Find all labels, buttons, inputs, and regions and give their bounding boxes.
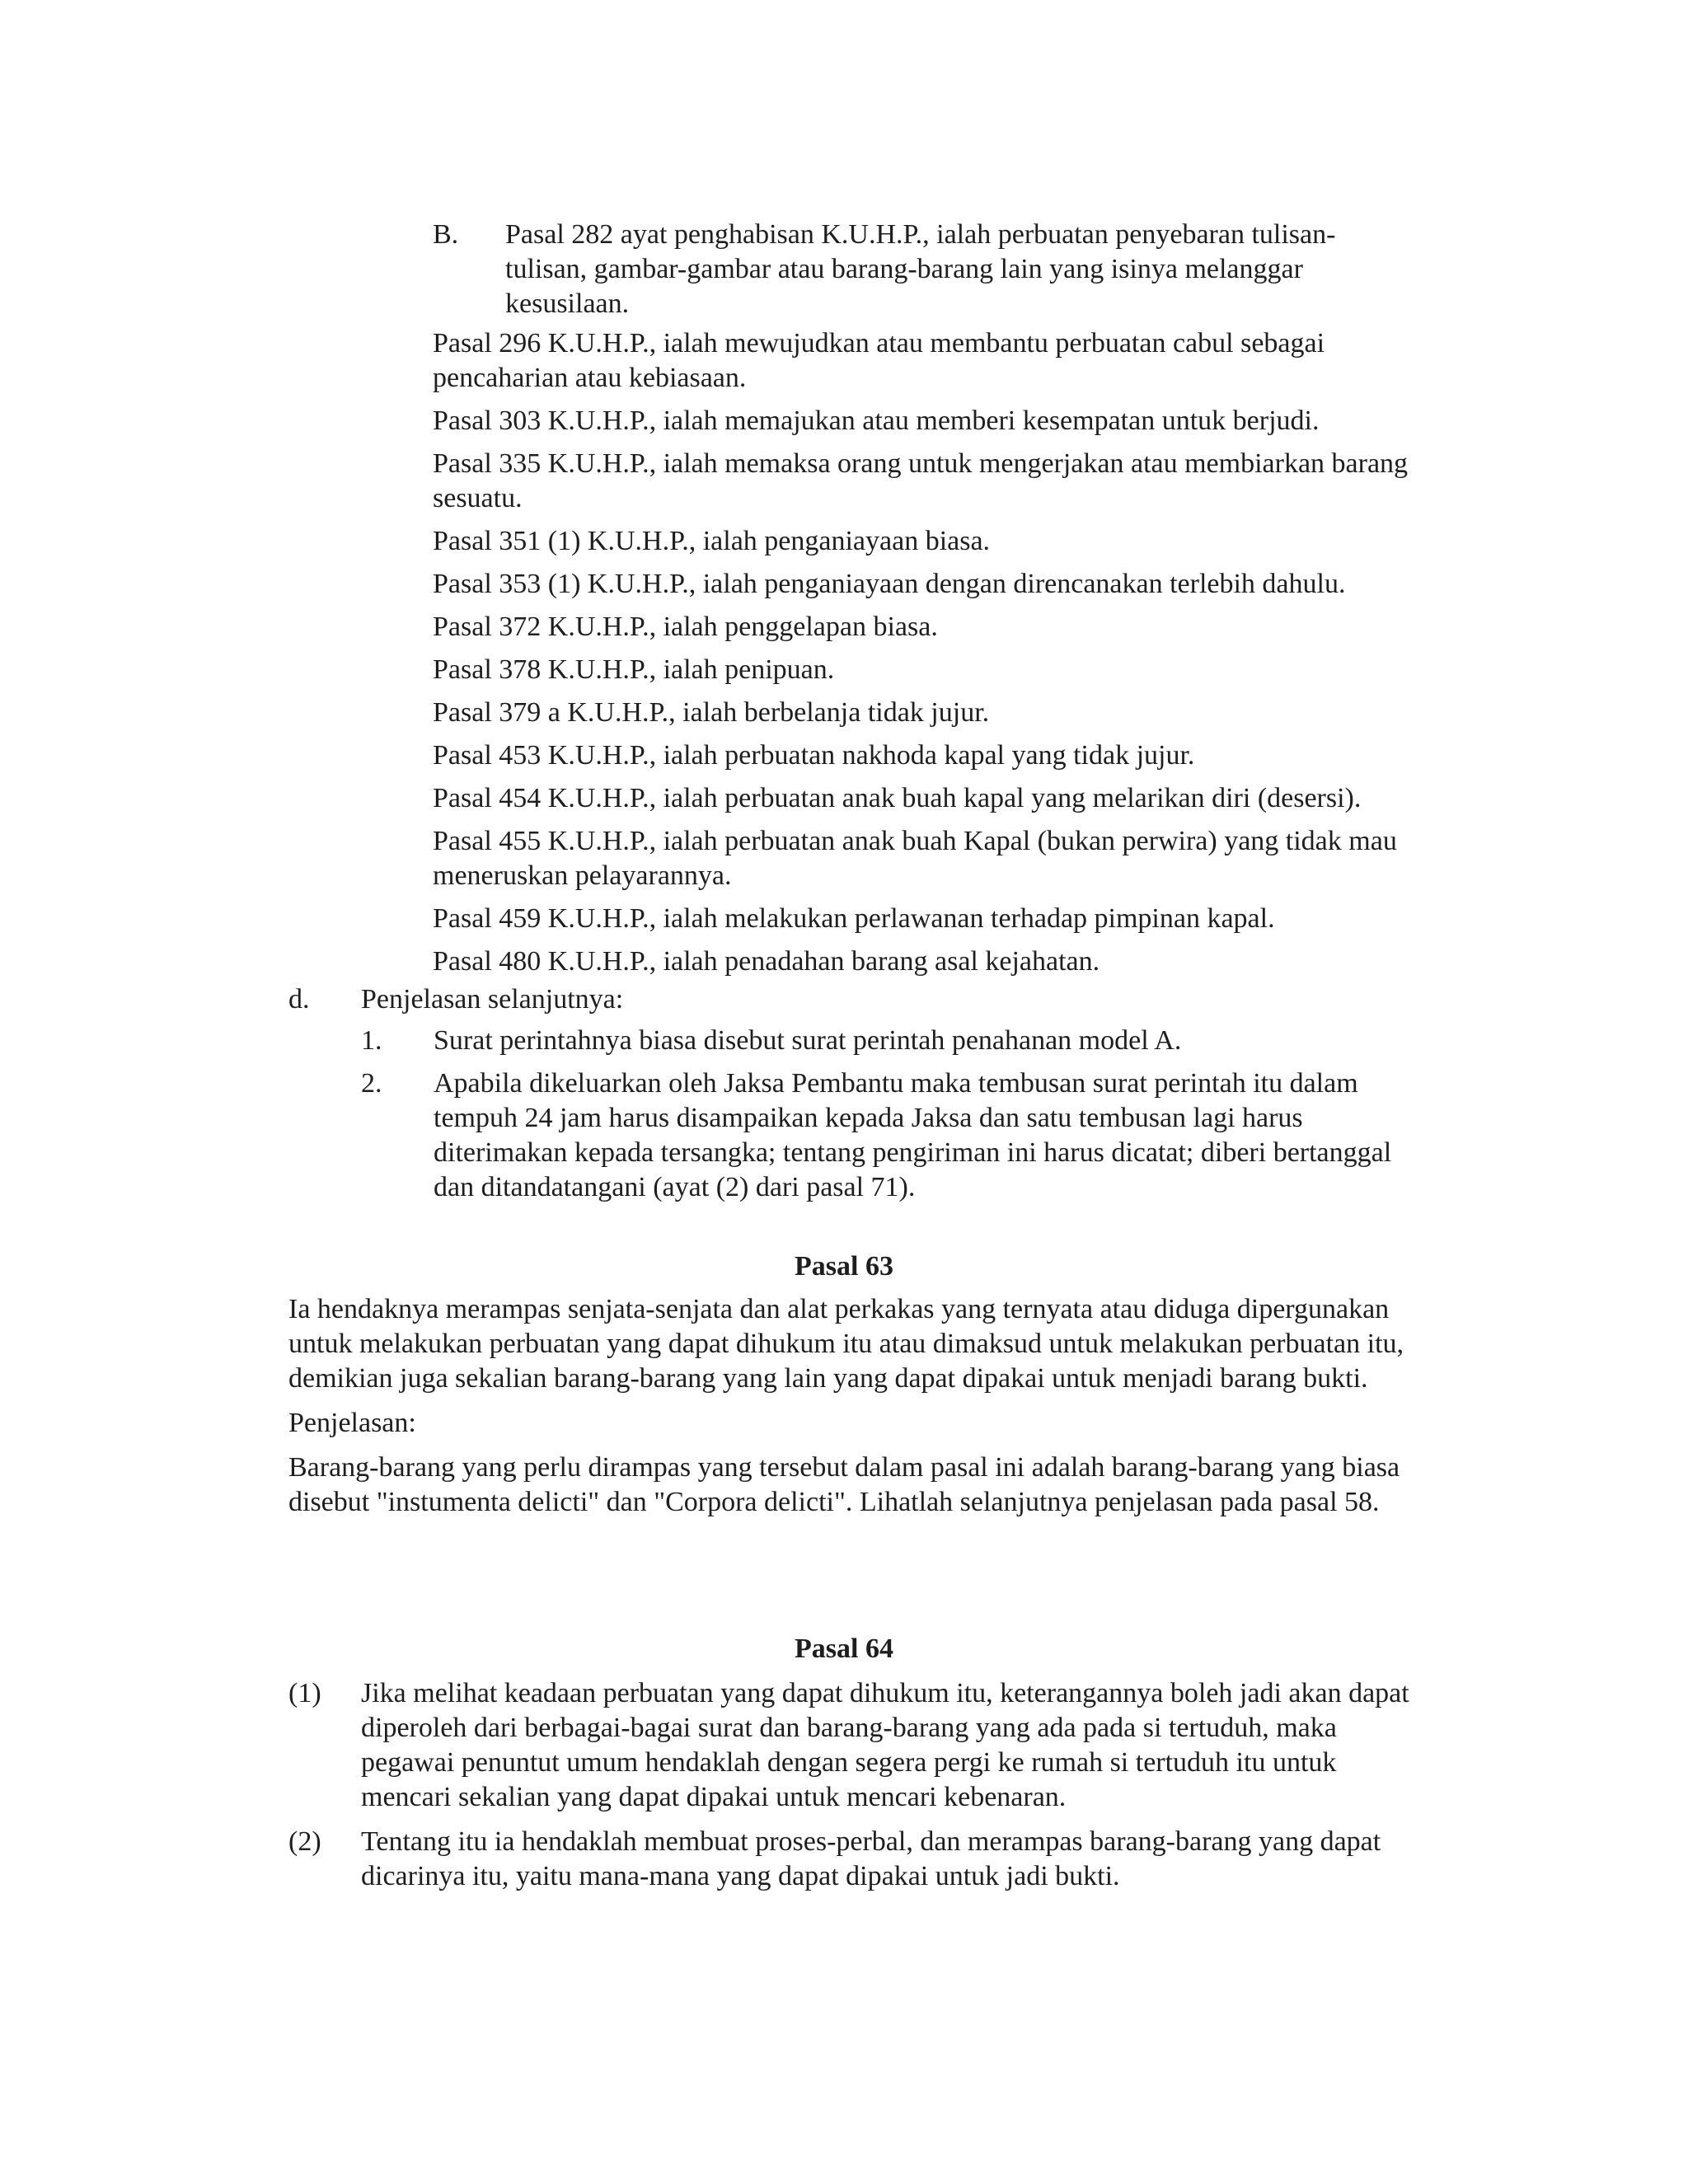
list-item: Pasal 480 K.U.H.P., ialah penadahan barang asal kejahatan. <box>433 946 1100 977</box>
pasal-64-heading: Pasal 64 <box>795 1633 893 1664</box>
list-item: Pasal 378 K.U.H.P., ialah penipuan. <box>433 654 835 685</box>
paragraph: Barang-barang yang perlu dirampas yang tersebut dalam pasal ini adalah barang-barang yang biasa disebut "instumenta delicti" dan "Corpora delicti". Lihatlah selanjutnya penjelasan pada pasal 58. <box>288 1452 1400 1517</box>
list-item: Pasal 453 K.U.H.P., ialah perbuatan nakhoda kapal yang tidak jujur. <box>433 740 1195 771</box>
section-heading: Penjelasan selanjutnya: <box>361 984 624 1015</box>
list-item-text: Surat perintahnya biasa disebut surat perintah penahanan model A. <box>434 1025 1182 1056</box>
list-marker: (2) <box>288 1826 321 1857</box>
list-item <box>288 1825 1426 1894</box>
list-item <box>361 1024 1432 1058</box>
pasal-63-body <box>288 1292 1426 1530</box>
list-item: Pasal 296 K.U.H.P., ialah mewujudkan atau membantu perbuatan cabul sebagai pencaharian atau kebiasaan. <box>433 328 1325 393</box>
list-item: Pasal 353 (1) K.U.H.P., ialah penganiayaan dengan direncanakan terlebih dahulu. <box>433 569 1346 599</box>
list-marker: 1. <box>361 1025 382 1056</box>
list-item: Pasal 379 a K.U.H.P., ialah berbelanja tidak jujur. <box>433 697 990 728</box>
list-item: Pasal 455 K.U.H.P., ialah perbuatan anak buah Kapal (bukan perwira) yang tidak mau meneruskan pelayarannya. <box>433 826 1397 891</box>
list-marker: 2. <box>361 1068 382 1099</box>
pasal-list <box>433 326 1422 987</box>
list-marker: (1) <box>288 1678 321 1708</box>
list-item <box>288 1676 1426 1815</box>
numbered-list <box>361 1024 1432 1213</box>
list-item: Pasal 335 K.U.H.P., ialah memaksa orang untuk mengerjakan atau membiarkan barang sesuatu. <box>433 448 1409 513</box>
list-item: Pasal 459 K.U.H.P., ialah melakukan perlawanan terhadap pimpinan kapal. <box>433 903 1275 934</box>
list-item <box>361 1066 1432 1205</box>
list-item-b <box>433 218 1405 321</box>
pasal-64-body <box>288 1676 1426 1904</box>
section-d <box>288 982 1426 1017</box>
list-item-text: Pasal 282 ayat penghabisan K.U.H.P., ialah perbuatan penyebaran tulisan-tulisan, gambar-gambar atau barang-barang lain yang isinya melanggar kesusilaan. <box>505 219 1336 319</box>
explanation-label: Penjelasan: <box>288 1408 416 1438</box>
list-marker: d. <box>288 984 310 1015</box>
list-item-text: Jika melihat keadaan perbuatan yang dapat dihukum itu, keterangannya boleh jadi akan dapat diperoleh dari berbagai-bagai surat dan barang-barang yang ada pada si tertuduh, maka pegawai penuntut umum hendaklah dengan segera pergi ke rumah si tertuduh itu untuk mencari sekalian yang dapat dipakai untuk mencari kebenaran. <box>361 1678 1409 1812</box>
pasal-63-heading: Pasal 63 <box>795 1251 893 1282</box>
list-item: Pasal 351 (1) K.U.H.P., ialah penganiayaan biasa. <box>433 526 991 556</box>
list-item: Pasal 303 K.U.H.P., ialah memajukan atau memberi kesempatan untuk berjudi. <box>433 405 1320 436</box>
list-item: Pasal 372 K.U.H.P., ialah penggelapan biasa. <box>433 612 938 642</box>
list-item: Pasal 454 K.U.H.P., ialah perbuatan anak buah kapal yang melarikan diri (desersi). <box>433 783 1362 813</box>
paragraph: Ia hendaknya merampas senjata-senjata dan alat perkakas yang ternyata atau diduga dipergunakan untuk melakukan perbuatan yang dapat dihukum itu atau dimaksud untuk melakukan perbuatan itu, demikian juga sekalian barang-barang yang lain yang dapat dipakai untuk menjadi barang bukti. <box>288 1294 1404 1394</box>
list-marker: B. <box>433 219 459 250</box>
list-item-text: Tentang itu ia hendaklah membuat proses-perbal, dan merampas barang-barang yang dapat dicarinya itu, yaitu mana-mana yang dapat dipakai untuk jadi bukti. <box>361 1826 1381 1891</box>
list-item-text: Apabila dikeluarkan oleh Jaksa Pembantu maka tembusan surat perintah itu dalam tempuh 24 jam harus disampaikan kepada Jaksa dan satu tembusan lagi harus diterimakan kepada tersangka; tentang pengiriman ini harus dicatat; diberi bertanggal dan ditandatangani (ayat (2) dari pasal 71). <box>434 1068 1392 1202</box>
